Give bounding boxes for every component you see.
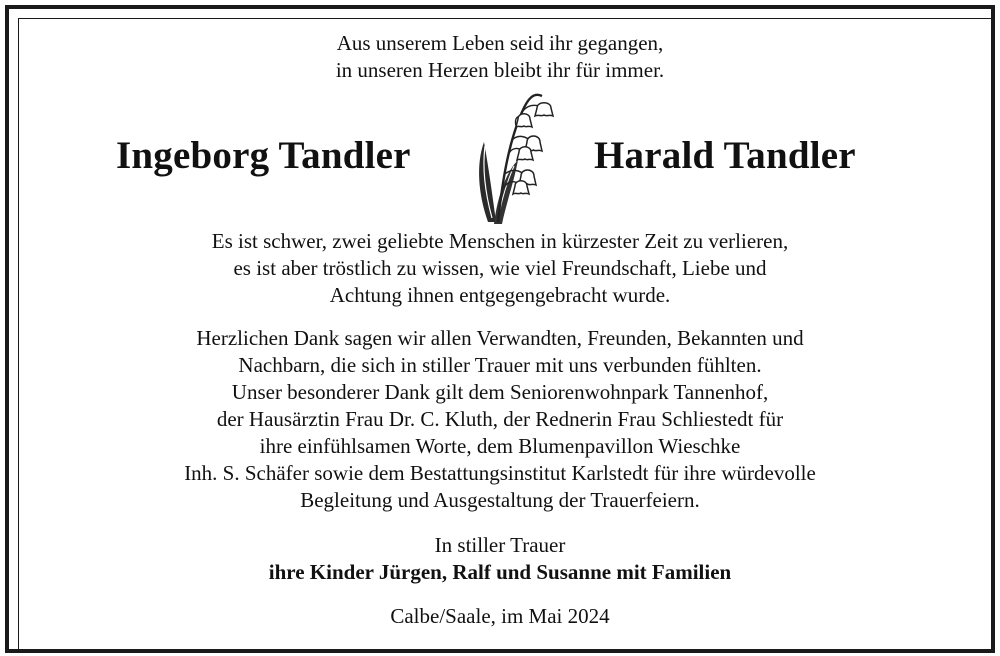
motto-line-1: Aus unserem Leben seid ihr gegangen, bbox=[336, 31, 664, 55]
paragraph2-line-5: ihre einfühlsamen Worte, dem Blumenpavillon Wieschke bbox=[259, 434, 741, 458]
paragraph1-line-1: Es ist schwer, zwei geliebte Menschen in kürzester Zeit zu verlieren, bbox=[211, 229, 789, 253]
name-left: Ingeborg Tandler bbox=[116, 134, 411, 177]
paragraph2-line-3: Unser besonderer Dank gilt dem Seniorenwohnpark Tannenhof, bbox=[231, 380, 769, 404]
paragraph1-line-2: es ist aber tröstlich zu wissen, wie viel Freundschaft, Liebe und bbox=[233, 256, 767, 280]
signature-intro: In stiller Trauer bbox=[434, 533, 566, 557]
place-date: Calbe/Saale, im Mai 2024 bbox=[390, 604, 610, 628]
motto-line-2: in unseren Herzen bleibt ihr für immer. bbox=[335, 58, 665, 82]
paragraph1-line-3: Achtung ihnen entgegengebracht wurde. bbox=[329, 283, 671, 307]
paragraph2-line-7: Begleitung und Ausgestaltung der Trauerfeiern. bbox=[300, 488, 700, 512]
lily-of-the-valley-icon bbox=[474, 84, 558, 226]
paragraph2-line-4: der Hausärztin Frau Dr. C. Kluth, der Rednerin Frau Schliestedt für bbox=[216, 407, 784, 431]
signature-family: ihre Kinder Jürgen, Ralf und Susanne mit Familien bbox=[268, 560, 732, 584]
paragraph2-line-2: Nachbarn, die sich in stiller Trauer mit uns verbunden fühlten. bbox=[238, 353, 762, 377]
paragraph2-line-1: Herzlichen Dank sagen wir allen Verwandten, Freunden, Bekannten und bbox=[196, 326, 804, 350]
name-right: Harald Tandler bbox=[594, 134, 856, 177]
paragraph2-line-6: Inh. S. Schäfer sowie dem Bestattungsinstitut Karlstedt für ihre würdevolle bbox=[184, 461, 816, 485]
